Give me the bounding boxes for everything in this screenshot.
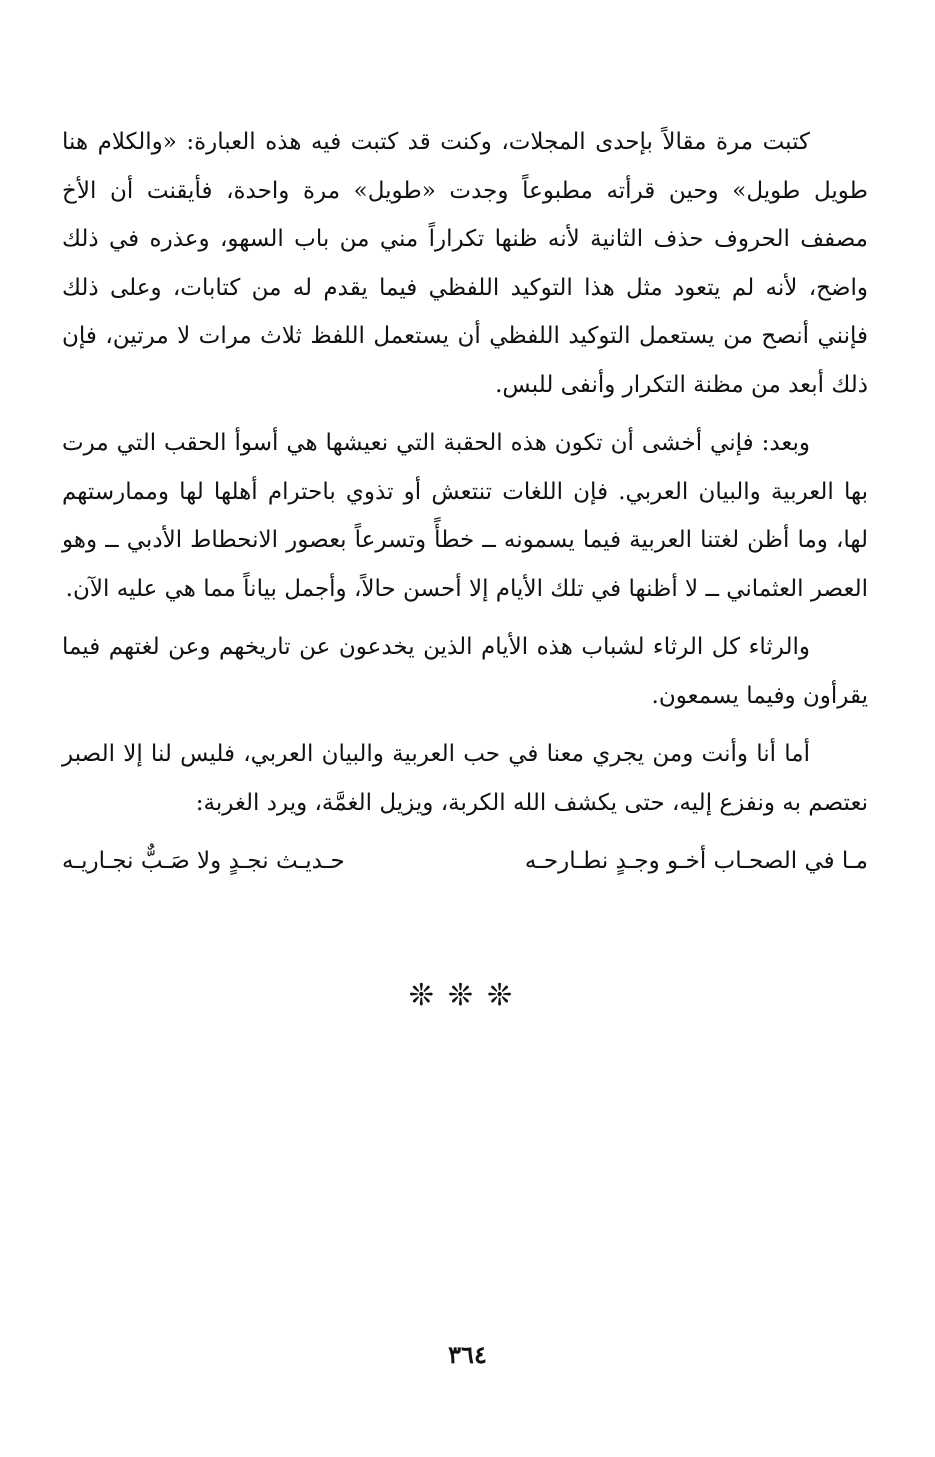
page-number: ٣٦٤	[448, 1340, 487, 1369]
section-separator: ❊❊❊	[408, 978, 527, 1013]
paragraph-1: كتبت مرة مقالاً بإحدى المجلات، وكنت قد كتبت فيه هذه العبارة: «والكلام هنا طويل طويل» وحين قرأته مطبوعاً وجدت «طويل» مرة واحدة، فأيقنت أن الأخ مصفف الحروف حذف الثانية لأنه ظنها تكراراً مني من باب السهو، وعذره في ذلك واضح، لأنه لم يتعود مثل هذا التوكيد اللفظي فيما يقدم له من كتابات، وعلى ذلك فإنني أنصح من يستعمل التوكيد اللفظي أن يستعمل اللفظ ثلاث مرات لا مرتين، فإن ذلك أبعد من مظنة التكرار وأنفى للبس.	[62, 129, 868, 398]
poetry-verse	[62, 837, 868, 885]
verse-second-hemistich: حـديـث نجـدٍ ولا صَـبٌّ نجـاريـه	[62, 848, 345, 874]
paragraph-4: أما أنا وأنت ومن يجري معنا في حب العربية والبيان العربي، فليس لنا إلا الصبر نعتصم به ونفزع إليه، حتى يكشف الله الكربة، ويزيل الغمَّة، ويرد الغربة:	[62, 741, 868, 816]
paragraph-2: وبعد: فإني أخشى أن تكون هذه الحقبة التي نعيشها هي أسوأ الحقب التي مرت بها العربية والبيان العربي. فإن اللغات تنتعش أو تذوي باحترام أهلها لها وممارستهم لها، وما أظن لغتنا العربية فيما يسمونه ــ خطأً وتسرعاً بعصور الانحطاط الأدبي ــ وهو العصر العثماني ــ لا أظنها في تلك الأيام إلا أحسن حالاً، وأجمل بياناً مما هي عليه الآن.	[62, 430, 868, 602]
page-body	[62, 118, 868, 885]
verse-first-hemistich: مـا في الصحـاب أخـو وجـدٍ نطـارحـه	[524, 848, 868, 874]
paragraph-3: والرثاء كل الرثاء لشباب هذه الأيام الذين يخدعون عن تاريخهم وعن لغتهم فيما يقرأون وفيما يسمعون.	[62, 634, 868, 709]
